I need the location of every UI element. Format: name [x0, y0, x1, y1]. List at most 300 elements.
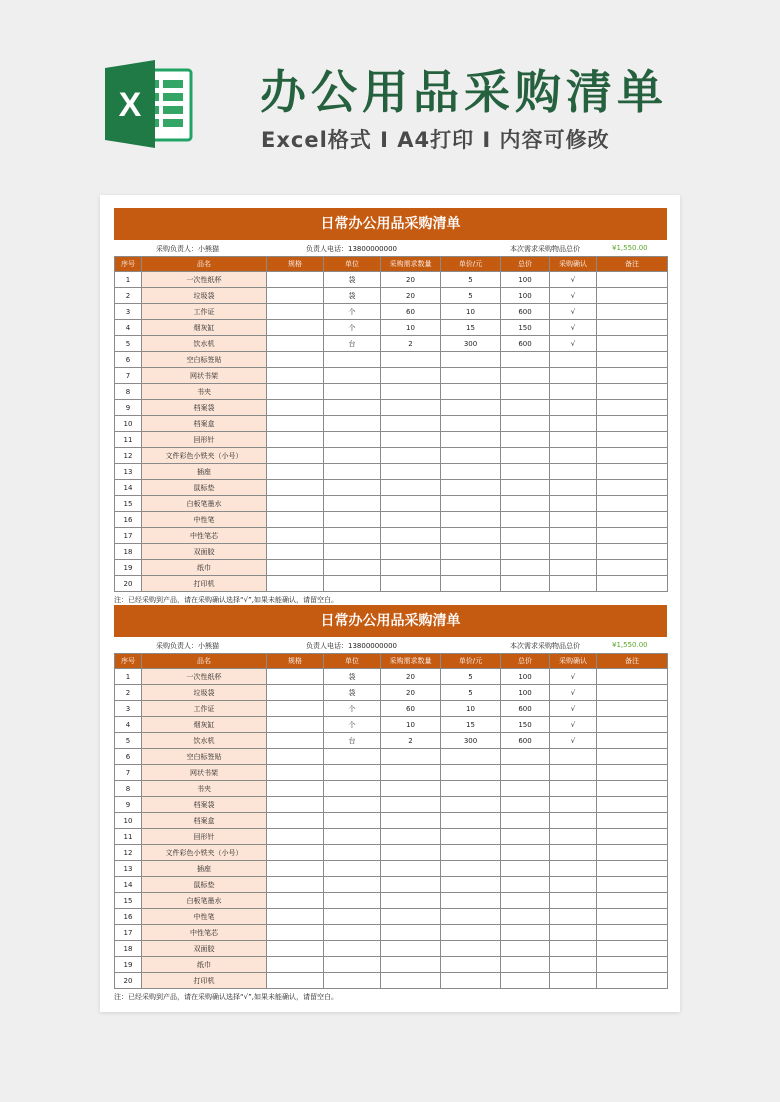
table-cell[interactable]: 5: [115, 336, 142, 352]
table-cell[interactable]: 5: [115, 733, 142, 749]
table-cell[interactable]: [267, 845, 324, 861]
table-cell[interactable]: [441, 512, 501, 528]
table-cell[interactable]: [267, 733, 324, 749]
table-cell[interactable]: [597, 925, 668, 941]
table-cell[interactable]: [597, 368, 668, 384]
table-cell[interactable]: [324, 973, 381, 989]
table-cell[interactable]: 白板笔墨水: [142, 893, 267, 909]
table-cell[interactable]: [550, 416, 597, 432]
table-cell[interactable]: [267, 544, 324, 560]
table-cell[interactable]: 打印机: [142, 576, 267, 592]
table-cell[interactable]: 工作证: [142, 701, 267, 717]
table-cell[interactable]: [441, 909, 501, 925]
table-cell[interactable]: 中性笔芯: [142, 528, 267, 544]
table-cell[interactable]: [324, 861, 381, 877]
table-cell[interactable]: 20: [115, 576, 142, 592]
table-cell[interactable]: 60: [381, 304, 441, 320]
table-cell[interactable]: [501, 877, 550, 893]
table-cell[interactable]: [381, 528, 441, 544]
table-cell[interactable]: [267, 957, 324, 973]
table-cell[interactable]: 袋: [324, 685, 381, 701]
table-cell[interactable]: 饮水机: [142, 733, 267, 749]
table-cell[interactable]: [441, 448, 501, 464]
table-cell[interactable]: [441, 845, 501, 861]
table-cell[interactable]: 13: [115, 464, 142, 480]
table-cell[interactable]: 垃圾袋: [142, 685, 267, 701]
table-cell[interactable]: [381, 893, 441, 909]
table-cell[interactable]: [267, 304, 324, 320]
table-cell[interactable]: 150: [501, 320, 550, 336]
table-cell[interactable]: √: [550, 272, 597, 288]
table-cell[interactable]: 11: [115, 432, 142, 448]
table-cell[interactable]: [501, 749, 550, 765]
table-cell[interactable]: 17: [115, 925, 142, 941]
table-cell[interactable]: [324, 496, 381, 512]
table-cell[interactable]: [597, 829, 668, 845]
table-cell[interactable]: 档案袋: [142, 797, 267, 813]
table-cell[interactable]: [501, 512, 550, 528]
table-cell[interactable]: [267, 829, 324, 845]
table-cell[interactable]: [550, 941, 597, 957]
table-cell[interactable]: [597, 384, 668, 400]
table-cell[interactable]: 20: [115, 973, 142, 989]
table-cell[interactable]: [381, 973, 441, 989]
table-cell[interactable]: [501, 352, 550, 368]
table-cell[interactable]: [267, 288, 324, 304]
table-cell[interactable]: 600: [501, 304, 550, 320]
table-cell[interactable]: 双面胶: [142, 544, 267, 560]
table-cell[interactable]: √: [550, 288, 597, 304]
table-cell[interactable]: [324, 957, 381, 973]
table-cell[interactable]: [381, 813, 441, 829]
table-cell[interactable]: 150: [501, 717, 550, 733]
table-cell[interactable]: 纸巾: [142, 957, 267, 973]
table-cell[interactable]: 10: [381, 320, 441, 336]
table-cell[interactable]: [381, 781, 441, 797]
table-cell[interactable]: [324, 544, 381, 560]
table-cell[interactable]: 文件彩色小铁夹（小号）: [142, 448, 267, 464]
table-cell[interactable]: [324, 797, 381, 813]
table-cell[interactable]: 9: [115, 400, 142, 416]
table-cell[interactable]: 饮水机: [142, 336, 267, 352]
table-cell[interactable]: 7: [115, 368, 142, 384]
table-cell[interactable]: 18: [115, 941, 142, 957]
table-cell[interactable]: [267, 925, 324, 941]
table-cell[interactable]: 3: [115, 701, 142, 717]
table-cell[interactable]: [501, 813, 550, 829]
table-cell[interactable]: [441, 432, 501, 448]
table-cell[interactable]: 2: [381, 733, 441, 749]
table-cell[interactable]: [550, 893, 597, 909]
table-cell[interactable]: [381, 544, 441, 560]
table-cell[interactable]: [381, 512, 441, 528]
table-cell[interactable]: [441, 893, 501, 909]
table-cell[interactable]: 600: [501, 733, 550, 749]
table-cell[interactable]: 2: [381, 336, 441, 352]
table-cell[interactable]: 打印机: [142, 973, 267, 989]
table-cell[interactable]: [597, 813, 668, 829]
table-cell[interactable]: 20: [381, 669, 441, 685]
table-cell[interactable]: [441, 544, 501, 560]
table-cell[interactable]: [324, 416, 381, 432]
table-cell[interactable]: 60: [381, 701, 441, 717]
table-cell[interactable]: 插座: [142, 464, 267, 480]
table-cell[interactable]: 一次性纸杯: [142, 272, 267, 288]
table-cell[interactable]: 8: [115, 781, 142, 797]
table-cell[interactable]: [550, 925, 597, 941]
table-cell[interactable]: [267, 701, 324, 717]
table-cell[interactable]: [267, 765, 324, 781]
table-cell[interactable]: [441, 813, 501, 829]
table-cell[interactable]: [441, 797, 501, 813]
table-cell[interactable]: [550, 973, 597, 989]
table-cell[interactable]: √: [550, 733, 597, 749]
table-cell[interactable]: [441, 464, 501, 480]
table-cell[interactable]: [381, 416, 441, 432]
table-cell[interactable]: [324, 576, 381, 592]
table-cell[interactable]: [324, 368, 381, 384]
table-cell[interactable]: 个: [324, 701, 381, 717]
table-cell[interactable]: [550, 909, 597, 925]
table-cell[interactable]: 个: [324, 717, 381, 733]
table-cell[interactable]: [324, 941, 381, 957]
table-cell[interactable]: [441, 973, 501, 989]
table-cell[interactable]: 16: [115, 512, 142, 528]
table-cell[interactable]: 1: [115, 272, 142, 288]
table-cell[interactable]: [597, 416, 668, 432]
table-cell[interactable]: 一次性纸杯: [142, 669, 267, 685]
table-cell[interactable]: [267, 717, 324, 733]
table-cell[interactable]: [597, 400, 668, 416]
table-cell[interactable]: 袋: [324, 669, 381, 685]
table-cell[interactable]: 3: [115, 304, 142, 320]
table-cell[interactable]: [597, 352, 668, 368]
table-cell[interactable]: [267, 480, 324, 496]
table-cell[interactable]: [550, 432, 597, 448]
table-cell[interactable]: √: [550, 701, 597, 717]
table-cell[interactable]: [441, 480, 501, 496]
table-cell[interactable]: [441, 528, 501, 544]
table-cell[interactable]: 300: [441, 336, 501, 352]
table-cell[interactable]: 100: [501, 669, 550, 685]
table-cell[interactable]: 书夹: [142, 781, 267, 797]
table-cell[interactable]: 袋: [324, 272, 381, 288]
table-cell[interactable]: [501, 941, 550, 957]
table-cell[interactable]: 中性笔: [142, 909, 267, 925]
table-cell[interactable]: [381, 352, 441, 368]
table-cell[interactable]: [441, 416, 501, 432]
table-cell[interactable]: 个: [324, 304, 381, 320]
table-cell[interactable]: [550, 496, 597, 512]
table-cell[interactable]: [501, 496, 550, 512]
table-cell[interactable]: 4: [115, 320, 142, 336]
table-cell[interactable]: [550, 797, 597, 813]
table-cell[interactable]: [267, 432, 324, 448]
table-cell[interactable]: 6: [115, 749, 142, 765]
table-cell[interactable]: 15: [115, 893, 142, 909]
table-cell[interactable]: [597, 685, 668, 701]
table-cell[interactable]: 回形针: [142, 829, 267, 845]
table-cell[interactable]: [597, 733, 668, 749]
table-cell[interactable]: [381, 925, 441, 941]
table-cell[interactable]: [267, 893, 324, 909]
table-cell[interactable]: 14: [115, 480, 142, 496]
table-cell[interactable]: [441, 352, 501, 368]
table-cell[interactable]: [324, 528, 381, 544]
table-cell[interactable]: [381, 496, 441, 512]
table-cell[interactable]: 台: [324, 733, 381, 749]
table-cell[interactable]: [441, 925, 501, 941]
table-cell[interactable]: 10: [441, 304, 501, 320]
table-cell[interactable]: 烟灰缸: [142, 320, 267, 336]
table-cell[interactable]: 档案袋: [142, 400, 267, 416]
table-cell[interactable]: [550, 368, 597, 384]
table-cell[interactable]: [324, 560, 381, 576]
table-cell[interactable]: [550, 560, 597, 576]
table-cell[interactable]: [267, 909, 324, 925]
table-cell[interactable]: [267, 576, 324, 592]
table-cell[interactable]: [597, 957, 668, 973]
table-cell[interactable]: [597, 320, 668, 336]
table-cell[interactable]: [324, 400, 381, 416]
table-cell[interactable]: [597, 464, 668, 480]
table-cell[interactable]: 网状书架: [142, 765, 267, 781]
table-cell[interactable]: 100: [501, 272, 550, 288]
table-cell[interactable]: [550, 861, 597, 877]
table-cell[interactable]: [324, 813, 381, 829]
table-cell[interactable]: [324, 909, 381, 925]
table-cell[interactable]: [267, 400, 324, 416]
table-cell[interactable]: 台: [324, 336, 381, 352]
table-cell[interactable]: [597, 480, 668, 496]
table-cell[interactable]: 档案盒: [142, 813, 267, 829]
table-cell[interactable]: [550, 877, 597, 893]
table-cell[interactable]: 100: [501, 685, 550, 701]
table-cell[interactable]: 13: [115, 861, 142, 877]
table-cell[interactable]: [324, 480, 381, 496]
table-cell[interactable]: 12: [115, 845, 142, 861]
table-cell[interactable]: [597, 701, 668, 717]
table-cell[interactable]: 中性笔: [142, 512, 267, 528]
table-cell[interactable]: [501, 845, 550, 861]
table-cell[interactable]: 9: [115, 797, 142, 813]
table-cell[interactable]: [441, 384, 501, 400]
table-cell[interactable]: [597, 845, 668, 861]
table-cell[interactable]: [501, 480, 550, 496]
table-cell[interactable]: [324, 781, 381, 797]
table-cell[interactable]: [501, 957, 550, 973]
table-cell[interactable]: √: [550, 336, 597, 352]
table-cell[interactable]: 20: [381, 288, 441, 304]
table-cell[interactable]: [441, 765, 501, 781]
table-cell[interactable]: [597, 973, 668, 989]
table-cell[interactable]: [441, 560, 501, 576]
table-cell[interactable]: 空白标签贴: [142, 352, 267, 368]
table-cell[interactable]: 双面胶: [142, 941, 267, 957]
table-cell[interactable]: 18: [115, 544, 142, 560]
table-cell[interactable]: [501, 893, 550, 909]
table-cell[interactable]: 15: [115, 496, 142, 512]
table-cell[interactable]: 纸巾: [142, 560, 267, 576]
table-cell[interactable]: [381, 384, 441, 400]
table-cell[interactable]: [381, 448, 441, 464]
table-cell[interactable]: [597, 288, 668, 304]
table-cell[interactable]: 6: [115, 352, 142, 368]
table-cell[interactable]: 19: [115, 957, 142, 973]
table-cell[interactable]: [267, 496, 324, 512]
table-cell[interactable]: [324, 925, 381, 941]
table-cell[interactable]: 15: [441, 717, 501, 733]
table-cell[interactable]: [381, 941, 441, 957]
table-cell[interactable]: [597, 797, 668, 813]
table-cell[interactable]: [550, 957, 597, 973]
table-cell[interactable]: [597, 749, 668, 765]
table-cell[interactable]: 2: [115, 288, 142, 304]
table-cell[interactable]: [597, 781, 668, 797]
table-cell[interactable]: [381, 829, 441, 845]
table-cell[interactable]: [597, 861, 668, 877]
table-cell[interactable]: [501, 544, 550, 560]
table-cell[interactable]: [381, 576, 441, 592]
table-cell[interactable]: [441, 576, 501, 592]
table-cell[interactable]: [441, 749, 501, 765]
table-cell[interactable]: [550, 544, 597, 560]
table-cell[interactable]: [597, 893, 668, 909]
table-cell[interactable]: [550, 749, 597, 765]
table-cell[interactable]: [267, 272, 324, 288]
table-cell[interactable]: [597, 877, 668, 893]
table-cell[interactable]: [324, 384, 381, 400]
table-cell[interactable]: [267, 781, 324, 797]
table-cell[interactable]: [381, 877, 441, 893]
table-cell[interactable]: 600: [501, 701, 550, 717]
table-cell[interactable]: 10: [381, 717, 441, 733]
table-cell[interactable]: √: [550, 685, 597, 701]
table-cell[interactable]: [597, 669, 668, 685]
table-cell[interactable]: [550, 384, 597, 400]
table-cell[interactable]: [550, 480, 597, 496]
table-cell[interactable]: [501, 973, 550, 989]
table-cell[interactable]: [267, 797, 324, 813]
table-cell[interactable]: [550, 813, 597, 829]
table-cell[interactable]: [441, 957, 501, 973]
table-cell[interactable]: [324, 877, 381, 893]
table-cell[interactable]: [324, 464, 381, 480]
table-cell[interactable]: [267, 669, 324, 685]
table-cell[interactable]: [550, 448, 597, 464]
table-cell[interactable]: [501, 861, 550, 877]
table-cell[interactable]: 12: [115, 448, 142, 464]
table-cell[interactable]: [597, 304, 668, 320]
table-cell[interactable]: [597, 512, 668, 528]
table-cell[interactable]: [267, 813, 324, 829]
table-cell[interactable]: √: [550, 320, 597, 336]
table-cell[interactable]: 鼠标垫: [142, 480, 267, 496]
table-cell[interactable]: [597, 528, 668, 544]
table-cell[interactable]: 工作证: [142, 304, 267, 320]
table-cell[interactable]: [381, 749, 441, 765]
table-cell[interactable]: [441, 368, 501, 384]
table-cell[interactable]: [501, 432, 550, 448]
table-cell[interactable]: [597, 544, 668, 560]
table-cell[interactable]: [267, 416, 324, 432]
table-cell[interactable]: [597, 765, 668, 781]
table-cell[interactable]: [501, 416, 550, 432]
table-cell[interactable]: [267, 877, 324, 893]
table-cell[interactable]: [267, 528, 324, 544]
table-cell[interactable]: 5: [441, 669, 501, 685]
table-cell[interactable]: [324, 432, 381, 448]
table-cell[interactable]: [267, 336, 324, 352]
table-cell[interactable]: 文件彩色小铁夹（小号）: [142, 845, 267, 861]
table-cell[interactable]: [550, 845, 597, 861]
table-cell[interactable]: [501, 560, 550, 576]
table-cell[interactable]: [550, 576, 597, 592]
table-cell[interactable]: [441, 941, 501, 957]
table-cell[interactable]: [381, 909, 441, 925]
table-cell[interactable]: 14: [115, 877, 142, 893]
table-cell[interactable]: [381, 861, 441, 877]
table-cell[interactable]: [381, 368, 441, 384]
table-cell[interactable]: [267, 464, 324, 480]
table-cell[interactable]: [324, 845, 381, 861]
table-cell[interactable]: [381, 480, 441, 496]
table-cell[interactable]: [501, 909, 550, 925]
table-cell[interactable]: [550, 512, 597, 528]
table-cell[interactable]: 300: [441, 733, 501, 749]
table-cell[interactable]: [597, 496, 668, 512]
table-cell[interactable]: 白板笔墨水: [142, 496, 267, 512]
table-cell[interactable]: 网状书架: [142, 368, 267, 384]
table-cell[interactable]: [381, 432, 441, 448]
table-cell[interactable]: [501, 400, 550, 416]
table-cell[interactable]: [441, 829, 501, 845]
table-cell[interactable]: 鼠标垫: [142, 877, 267, 893]
table-cell[interactable]: 垃圾袋: [142, 288, 267, 304]
table-cell[interactable]: [501, 464, 550, 480]
table-cell[interactable]: [441, 496, 501, 512]
table-cell[interactable]: [501, 829, 550, 845]
table-cell[interactable]: 5: [441, 288, 501, 304]
table-cell[interactable]: [381, 957, 441, 973]
table-cell[interactable]: 2: [115, 685, 142, 701]
table-cell[interactable]: 回形针: [142, 432, 267, 448]
table-cell[interactable]: [501, 448, 550, 464]
table-cell[interactable]: 1: [115, 669, 142, 685]
table-cell[interactable]: 中性笔芯: [142, 925, 267, 941]
table-cell[interactable]: [501, 797, 550, 813]
table-cell[interactable]: [441, 861, 501, 877]
table-cell[interactable]: [381, 400, 441, 416]
table-cell[interactable]: [501, 576, 550, 592]
table-cell[interactable]: 8: [115, 384, 142, 400]
table-cell[interactable]: 16: [115, 909, 142, 925]
table-cell[interactable]: [550, 400, 597, 416]
table-cell[interactable]: [550, 464, 597, 480]
table-cell[interactable]: 烟灰缸: [142, 717, 267, 733]
table-cell[interactable]: 10: [115, 813, 142, 829]
table-cell[interactable]: [550, 829, 597, 845]
table-cell[interactable]: 书夹: [142, 384, 267, 400]
table-cell[interactable]: [267, 941, 324, 957]
table-cell[interactable]: 11: [115, 829, 142, 845]
table-cell[interactable]: 个: [324, 320, 381, 336]
table-cell[interactable]: [501, 368, 550, 384]
table-cell[interactable]: 100: [501, 288, 550, 304]
table-cell[interactable]: [324, 829, 381, 845]
table-cell[interactable]: [267, 384, 324, 400]
table-cell[interactable]: 20: [381, 272, 441, 288]
